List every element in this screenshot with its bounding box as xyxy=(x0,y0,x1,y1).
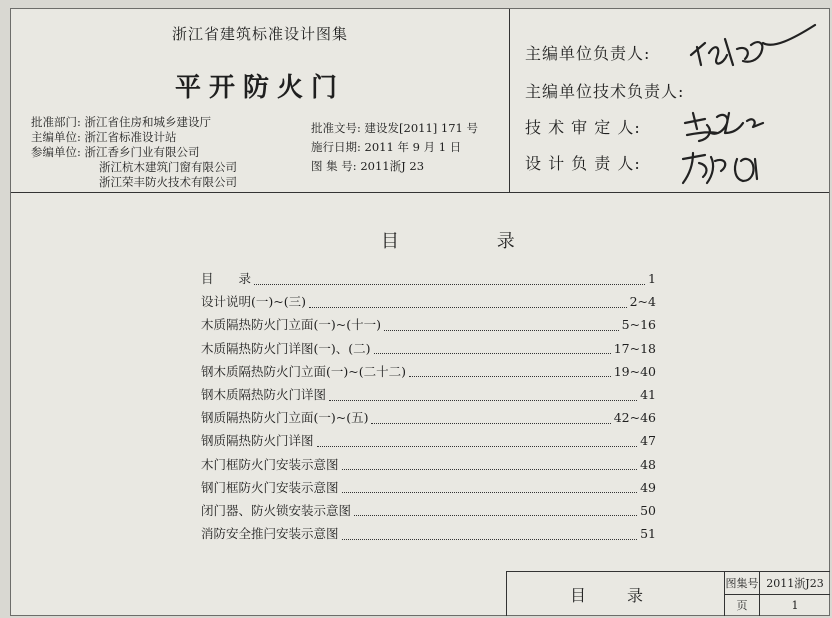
effective-date: 2011 年 9 月 1 日 xyxy=(364,140,462,154)
toc-item xyxy=(201,501,656,524)
title-block xyxy=(506,571,830,616)
participants-row xyxy=(31,145,237,160)
toc-leader-dots xyxy=(342,483,638,493)
title-block-page-row xyxy=(725,594,830,616)
approval-no: 建设发[2011] 171 号 xyxy=(364,121,479,135)
title-block-page-label: 页 xyxy=(725,594,760,616)
atlas-no-label: 图 集 号: xyxy=(311,159,357,173)
toc-item xyxy=(201,269,656,292)
toc-item-title: 木质隔热防火门详图(一)、(二) xyxy=(201,340,371,356)
toc-item-title: 闭门器、防火锁安装示意图 xyxy=(201,502,352,518)
approval-no-label: 批准文号: xyxy=(311,121,361,135)
title-block-atlas-no: 2011浙J23 xyxy=(766,577,824,590)
toc-item xyxy=(201,524,656,547)
approving-dept-row xyxy=(31,115,237,130)
toc-leader-dots xyxy=(342,460,638,470)
toc-item-title: 钢质隔热防火门详图 xyxy=(201,433,314,449)
atlas-title: 浙江省建筑标准设计图集 xyxy=(171,25,348,43)
sheet-header xyxy=(11,9,829,193)
toc-item xyxy=(201,315,656,338)
toc-leader-dots xyxy=(371,414,610,424)
signatures xyxy=(511,9,829,192)
approving-dept: 浙江省住房和城乡建设厅 xyxy=(84,115,212,129)
participant-unit: 浙江荣丰防火技术有限公司 xyxy=(99,175,237,189)
document-title: 平开防火门 xyxy=(174,73,345,103)
toc-item-page: 50 xyxy=(640,502,656,518)
approval-no-row xyxy=(311,119,478,138)
title-block-title: 目 录 xyxy=(507,572,725,616)
toc-item-title: 钢木质隔热防火门详图 xyxy=(201,386,327,402)
toc-item xyxy=(201,408,656,431)
participant-unit: 浙江杭木建筑门窗有限公司 xyxy=(99,160,237,174)
chief-unit-row xyxy=(31,130,237,145)
toc-item-title: 设计说明(一)~(三) xyxy=(201,294,306,310)
toc-leader-dots xyxy=(254,275,645,285)
toc-item xyxy=(201,292,656,315)
chief-unit-tech-head-label: 主编单位技术负责人: xyxy=(525,82,685,101)
toc-leader-dots xyxy=(409,367,611,377)
toc-item-page: 51 xyxy=(640,526,656,542)
participants-row xyxy=(31,160,237,175)
effective-date-row xyxy=(311,138,478,157)
chief-unit-label: 主编单位: xyxy=(31,130,81,144)
design-lead-label: 设 计 负 责 人: xyxy=(525,154,641,173)
toc-item xyxy=(201,385,656,408)
toc-item xyxy=(201,362,656,385)
toc-item-title: 木门框防火门安装示意图 xyxy=(201,456,339,472)
drawing-sheet xyxy=(10,8,830,616)
title-block-atlas-row xyxy=(725,572,830,595)
signature-technical-reviewer xyxy=(685,113,763,141)
toc-item-page: 5~16 xyxy=(621,317,656,333)
atlas-no: 2011浙J 23 xyxy=(360,159,425,173)
title-block-grid xyxy=(725,572,830,616)
chief-unit-head-label: 主编单位负责人: xyxy=(525,44,651,63)
signature-design-lead xyxy=(683,153,757,183)
toc-item-page: 1 xyxy=(648,271,656,286)
toc-leader-dots xyxy=(384,321,619,331)
toc-item-page: 42~46 xyxy=(613,410,656,426)
technical-reviewer-label: 技 术 审 定 人: xyxy=(525,118,641,137)
effective-date-label: 施行日期: xyxy=(311,140,361,154)
atlas-no-row xyxy=(311,157,478,176)
toc-item xyxy=(201,431,656,454)
title-block-page-no: 1 xyxy=(791,598,799,612)
toc-item-title: 钢质隔热防火门立面(一)~(五) xyxy=(201,410,369,426)
approving-dept-label: 批准部门: xyxy=(31,115,81,129)
toc-item xyxy=(201,455,656,478)
toc-item-title: 消防安全推闩安装示意图 xyxy=(201,526,339,542)
toc-leader-dots xyxy=(317,437,638,447)
participants-row xyxy=(31,175,237,190)
toc-item-page: 19~40 xyxy=(613,363,656,379)
toc-leader-dots xyxy=(309,298,627,308)
header-info-panel xyxy=(11,9,510,192)
toc-item-page: 41 xyxy=(640,386,656,402)
toc-item-page: 48 xyxy=(640,456,656,472)
toc-item-page: 49 xyxy=(640,479,656,495)
participants-label: 参编单位: xyxy=(31,145,81,159)
toc-item xyxy=(201,339,656,362)
toc-item-title: 钢门框防火门安装示意图 xyxy=(201,479,339,495)
signature-chief-unit-head xyxy=(691,25,815,65)
toc-leader-dots xyxy=(374,344,611,354)
responsibility-panel xyxy=(511,9,829,192)
toc-leader-dots xyxy=(354,506,637,516)
toc-item-title: 目 录 xyxy=(201,271,252,286)
toc-item-title: 钢木质隔热防火门立面(一)~(二十二) xyxy=(201,363,406,379)
issuing-info xyxy=(31,115,237,190)
toc-heading: 目 录 xyxy=(381,231,561,252)
toc-item-page: 17~18 xyxy=(613,340,656,356)
approval-info xyxy=(311,119,478,176)
title-block-atlas-no-label: 图集号 xyxy=(725,572,760,594)
participant-unit: 浙江香乡门业有限公司 xyxy=(84,145,200,159)
toc-item-page: 2~4 xyxy=(629,294,656,310)
toc-item xyxy=(201,478,656,501)
toc-item-title: 木质隔热防火门立面(一)~(十一) xyxy=(201,317,381,333)
toc-item-page: 47 xyxy=(640,433,656,449)
toc-leader-dots xyxy=(329,391,637,401)
chief-unit: 浙江省标准设计站 xyxy=(84,130,177,144)
toc-leader-dots xyxy=(342,530,638,540)
table-of-contents xyxy=(201,269,656,547)
